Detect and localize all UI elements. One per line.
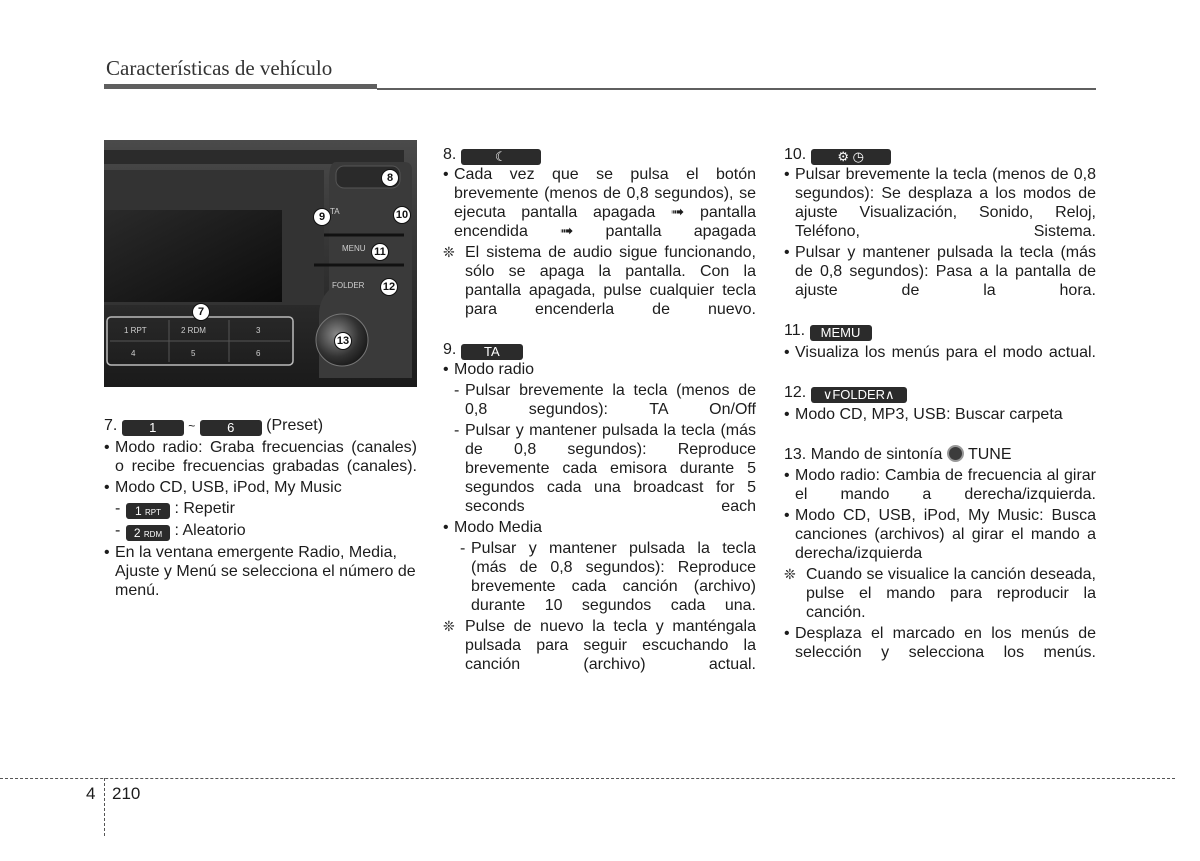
item-11-heading	[784, 321, 1096, 341]
col3-bullet-long-press: • Pulsar y mantener pulsada la tecla (más de 0,8 segundos): Pasa a la pantalla de ajuste de la hora.	[784, 243, 1096, 300]
col2-bullet-screen: • Cada vez que se pulsa el botón brevemente (menos de 0,8 segundos), se ejecuta pantalla apagada ➟ pantalla encendida ➟ pantalla apagada	[443, 165, 756, 241]
col2-bullet-media: • Modo Media	[443, 518, 756, 537]
col2-note-resume: ❊ Pulse de nuevo la tecla y manténgala pulsada para seguir escuchando la canción (archivo) actual.	[443, 617, 756, 674]
photo-label-preset3: 3	[256, 326, 261, 335]
item-8-number: 8.	[443, 146, 457, 163]
item-7-suffix: (Preset)	[266, 417, 324, 434]
audio-unit-photo	[104, 140, 417, 387]
ta-key: TA	[461, 344, 523, 360]
col2-note-audio: ❊ El sistema de audio sigue funcionando, sólo se apaga la pantalla. Con la pantalla apagada, pulse cualquier tecla para encenderla de nuevo.	[443, 243, 756, 319]
page-header-title: Características de vehículo	[106, 56, 333, 80]
col1-bullet-popup: • En la ventana emergente Radio, Media, Ajuste y Menú se selecciona el número de menú.	[104, 543, 417, 600]
item-13-heading	[784, 445, 1096, 464]
column-2	[443, 145, 756, 674]
col3-note-play: ❊ Cuando se visualice la canción deseada, pulse el mando para reproducir la canción.	[784, 565, 1096, 622]
photo-label-menu: MENU	[342, 244, 366, 253]
callout-marker-11: 11	[371, 243, 389, 261]
column-3	[784, 145, 1096, 662]
col3-bullet-menus: • Visualiza los menús para el modo actual.	[784, 343, 1096, 362]
col2-dash-short-press: - Pulsar brevemente la tecla (menos de 0,8 segundos): TA On/Off	[443, 381, 756, 419]
moon-key: ☾	[461, 149, 541, 165]
photo-label-preset4: 4	[131, 349, 136, 358]
item-10-number: 10.	[784, 146, 807, 163]
column-1	[104, 416, 417, 600]
callout-marker-8: 8	[381, 169, 399, 187]
col2-dash-long-press: - Pulsar y mantener pulsada la tecla (más de 0,8 segundos): Reproduce brevemente cada emisora durante 5 segundos cada una broadcast for 5 seconds each	[443, 421, 756, 516]
photo-label-preset2: 2 RDM	[181, 326, 206, 335]
col2-bullet-radio: • Modo radio	[443, 360, 756, 379]
repeat-text: : Repetir	[174, 500, 235, 517]
col3-bullet-folder: • Modo CD, MP3, USB: Buscar carpeta	[784, 405, 1096, 424]
header-rule-thin	[377, 88, 1096, 90]
page-number: 210	[112, 784, 141, 803]
callout-marker-12: 12	[380, 278, 398, 296]
col1-bullet-cd: • Modo CD, USB, iPod, My Music	[104, 478, 417, 497]
random-text: : Aleatorio	[174, 522, 246, 539]
col3-bullet-short-press: • Pulsar brevemente la tecla (menos de 0,8 segundos): Se desplaza a los modos de ajuste Visualización, Sonido, Reloj, Teléfono, Sistema.	[784, 165, 1096, 241]
photo-label-preset6: 6	[256, 349, 261, 358]
tilde: ~	[188, 419, 196, 433]
folder-key: ∨FOLDER∧	[811, 387, 907, 403]
photo-label-preset1: 1 RPT	[124, 326, 147, 335]
key-preset-1: 1	[122, 420, 184, 436]
photo-label-folder: FOLDER	[332, 281, 365, 290]
item-7-heading	[104, 416, 417, 436]
key-preset-6: 6	[200, 420, 262, 436]
tune-knob-icon	[947, 445, 964, 462]
callout-marker-7: 7	[192, 303, 210, 321]
memu-key: MEMU	[810, 325, 872, 341]
item-7-number: 7.	[104, 417, 118, 434]
col3-bullet-cd-tune: • Modo CD, USB, iPod, My Music: Busca canciones (archivos) al girar el mando a derecha/izquierda	[784, 506, 1096, 563]
item-12-heading	[784, 383, 1096, 403]
header-rule-thick	[104, 84, 377, 89]
item-8-heading	[443, 145, 756, 165]
item-13-label: 13. Mando de sintonía	[784, 446, 943, 463]
callout-marker-10: 10	[393, 206, 411, 224]
photo-label-ta: TA	[330, 207, 340, 216]
item-11-number: 11.	[784, 322, 806, 339]
item-12-number: 12.	[784, 384, 807, 401]
footer-dashed-divider	[104, 778, 105, 836]
key-2-rdm: 2 RDM	[126, 525, 170, 541]
settings-clock-key: ⚙ ◷	[811, 149, 891, 165]
callout-marker-13: 13	[334, 332, 352, 350]
callout-marker-9: 9	[313, 208, 331, 226]
footer-dashed-rule	[0, 778, 1175, 779]
item-9-heading	[443, 340, 756, 360]
photo-label-preset5: 5	[191, 349, 196, 358]
item-10-heading	[784, 145, 1096, 165]
col1-dash-repeat	[104, 499, 417, 519]
col3-bullet-radio-tune: • Modo radio: Cambia de frecuencia al girar el mando a derecha/izquierda.	[784, 466, 1096, 504]
item-9-number: 9.	[443, 341, 457, 358]
col2-dash-media-long-press: - Pulsar y mantener pulsada la tecla (más de 0,8 segundos): Reproduce brevemente cada canción (archivo) durante 10 segundos cada una.	[443, 539, 756, 615]
col1-bullet-radio: • Modo radio: Graba frecuencias (canales) o recibe frecuencias grabadas (canales).	[104, 438, 417, 476]
col3-bullet-select: • Desplaza el marcado en los menús de selección y selecciona los menús.	[784, 624, 1096, 662]
tune-label: TUNE	[967, 446, 1012, 463]
chapter-number: 4	[86, 784, 96, 803]
col1-dash-random	[104, 521, 417, 541]
key-1-rpt: 1 RPT	[126, 503, 170, 519]
